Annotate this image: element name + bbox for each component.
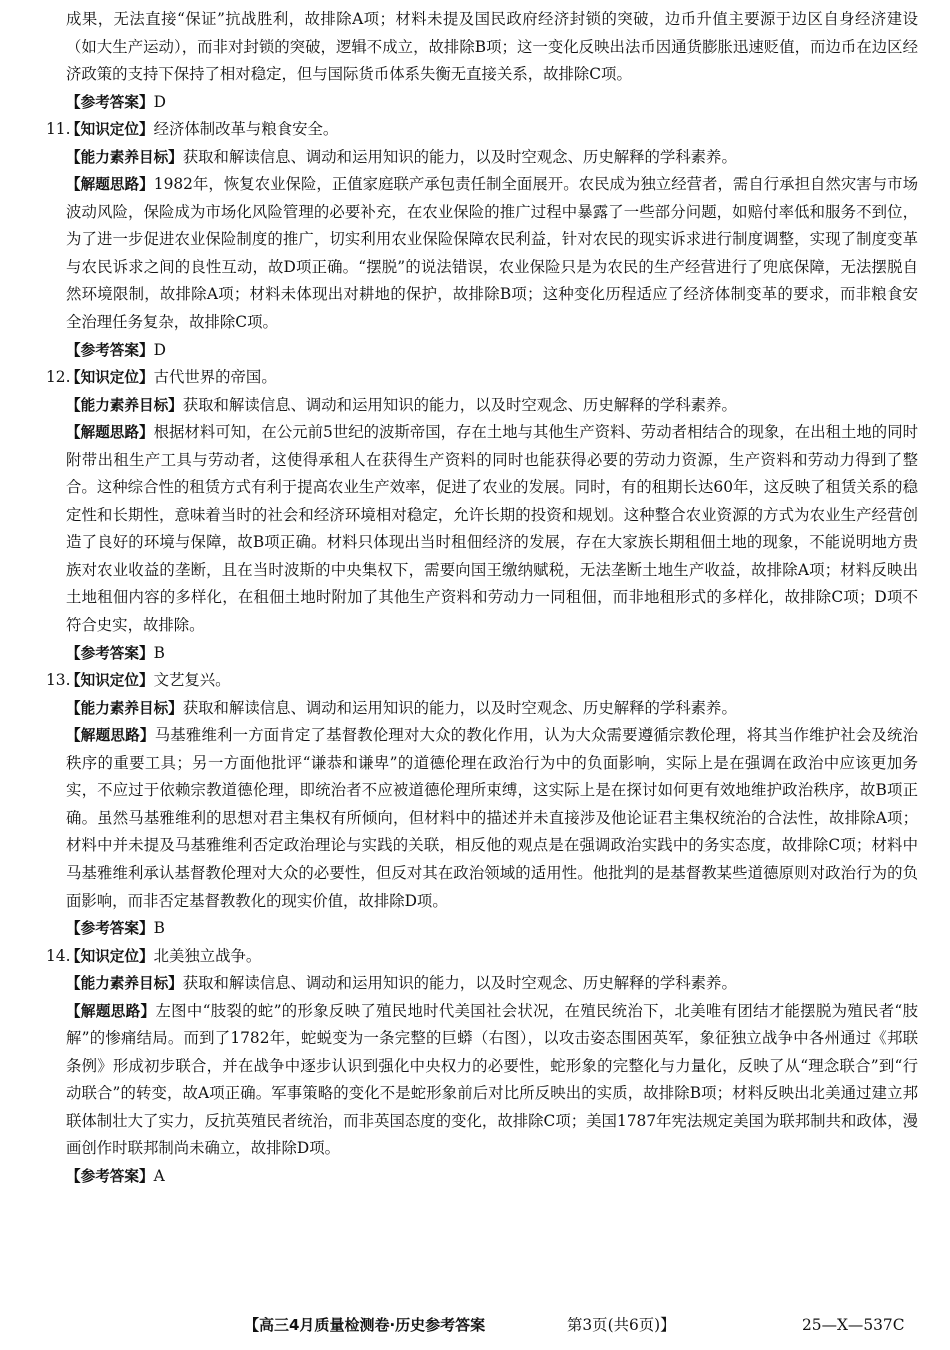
analysis-label: 【解题思路】 [66,1002,156,1020]
ability-text: 获取和解读信息、调动和运用知识的能力，以及时空观念、历史解释的学科素养。 [182,395,737,414]
ability-label: 【能力素养目标】 [66,975,183,993]
ability-text: 获取和解读信息、调动和运用知识的能力，以及时空观念、历史解释的学科素养。 [182,698,737,717]
answer-value: B [153,643,165,662]
question-number: 12. [46,368,71,387]
knowledge-text: 文艺复兴。 [153,671,231,690]
knowledge-label: 【知识定位】 [66,121,154,139]
q10-analysis-continuation [46,6,918,89]
answer-label: 【参考答案】 [66,644,154,662]
question-12 [46,364,918,667]
answer-content [46,6,918,1191]
knowledge-label: 【知识定位】 [66,369,154,387]
answer-value: D [153,340,166,359]
analysis-text: 根据材料可知，在公元前5世纪的波斯帝国，存在土地与其他生产资料、劳动者相结合的现象，在出租土地的同时附带出租生产工具与劳动者，这使得承租人在获得生产资料的同时也能获得必要的劳动力资源，生产资料和劳动力得到了整合。这种综合性的租赁方式有利于提高农业生产效率，促进了农业的发展。同时，有的租期长达60年，这反映了租赁关系的稳定性和长期性，意味着当时的社会和经济环境相对稳定，允许长期的投资和规划。这种整合农业资源的方式为农业生产经营创造了良好的环境与保障，故B项正确。材料只体现出当时租佃经济的发展，存在大家族长期租佃土地的现象，不能说明地方贵族对农业收益的垄断，且在当时波斯的中央集权下，需要向国王缴纳赋税，无法垄断土地生产收益，故排除A项；材料反映出土地租佃内容的多样化，在租佃土地时附加了其他生产资料和劳动力一同租佃，而非地租形式的多样化，故排除C项；D项不符合史实，故排除。 [66,423,918,635]
question-13 [46,667,918,942]
footer-page-number: 第3页(共6页)】 [567,1316,676,1334]
knowledge-text: 古代世界的帝国。 [153,368,277,387]
ability-label: 【能力素养目标】 [66,699,183,717]
ability-text: 获取和解读信息、调动和运用知识的能力，以及时空观念、历史解释的学科素养。 [182,974,737,993]
footer-title: 【高三4月质量检测卷·历史参考答案 [244,1316,486,1334]
analysis-label: 【解题思路】 [66,176,154,194]
knowledge-label: 【知识定位】 [66,672,154,690]
q10-analysis-text: 成果，无法直接“保证”抗战胜利，故排除A项；材料未提及国民政府经济封锁的突破，边币升值主要源于边区自身经济建设（如大生产运动），而非对封锁的突破，逻辑不成立，故排除B项；这一变化反映出法币因通货膨胀迅速贬值，而边币在边区经济政策的支持下保持了相对稳定，但与国际货币体系失衡无直接关系，故排除C项。 [66,10,918,84]
footer-code: 25—X—537C [802,1316,905,1334]
answer-value: A [153,1166,165,1185]
q10-answer [46,89,918,117]
knowledge-text: 北美独立战争。 [153,946,262,965]
question-number: 14. [46,946,71,965]
analysis-text: 马基雅维利一方面肯定了基督教伦理对大众的教化作用，认为大众需要遵循宗教伦理，将其当作维护社会及统治秩序的重要工具；另一方面他批评“谦恭和谦卑”的道德伦理在政治行为中的负面影响，实际上是在强调在政治中应该更加务实，不应过于依赖宗教道德伦理，即统治者不应被道德伦理所束缚，这实际上是在探讨如何更有效地维护政治秩序，故B项正确。虽然马基雅维利的思想对君主集权有所倾向，但材料中的描述并未直接涉及他论证君主集权统治的合法性，故排除A项；材料中并未提及马基雅维利否定政治理论与实践的关联，相反他的观点是在强调政治实践中的务实态度，故排除C项；材料中马基雅维利承认基督教伦理对大众的必要性，但反对其在政治领域的适用性。他批判的是基督教某些道德原则对政治行为的负面影响，而非否定基督教教化的现实价值，故排除D项。 [66,726,918,910]
question-number: 13. [46,671,71,690]
ability-label: 【能力素养目标】 [66,148,183,166]
analysis-label: 【解题思路】 [66,727,155,745]
ability-text: 获取和解读信息、调动和运用知识的能力，以及时空观念、历史解释的学科素养。 [182,147,737,166]
page-footer [0,1310,950,1340]
analysis-text: 1982年，恢复农业保险，正值家庭联产承包责任制全面展开。农民成为独立经营者，需自行承担自然灾害与市场波动风险，保险成为市场化风险管理的必要补充，在农业保险的推广过程中暴露了一些部分问题，如赔付率低和服务不到位，为了进一步促进农业保险制度的推广，切实利用农业保险保障农民利益，针对农民的现实诉求进行制度调整，实现了制度变革与农民诉求之间的良性互动，故D项正确。“摆脱”的说法错误，农业保险只是为农民的生产经营进行了兜底保障，无法摆脱自然环境限制，故排除A项；材料未体现出对耕地的保护，故排除B项；这种变化历程适应了经济体制变革的要求，而非粮食安全治理任务复杂，故排除C项。 [66,175,918,332]
answer-value: D [153,92,166,111]
answer-label: 【参考答案】 [66,920,154,938]
answer-value: B [153,919,165,938]
question-11 [46,116,918,364]
question-number: 11. [46,120,71,139]
answer-label: 【参考答案】 [66,93,154,111]
knowledge-text: 经济体制改革与粮食安全。 [153,120,339,139]
question-14 [46,943,918,1191]
analysis-label: 【解题思路】 [66,424,154,442]
answer-label: 【参考答案】 [66,1167,154,1185]
answer-label: 【参考答案】 [66,341,154,359]
knowledge-label: 【知识定位】 [66,947,154,965]
ability-label: 【能力素养目标】 [66,396,183,414]
analysis-text: 左图中“肢裂的蛇”的形象反映了殖民地时代美国社会状况，在殖民统治下，北美唯有团结才能摆脱为殖民者“肢解”的惨痛结局。而到了1782年，蛇蜕变为一条完整的巨蟒（右图），以攻击姿态围困英军，象征独立战争中各州通过《邦联条例》形成初步联合，并在战争中逐步认识到强化中央权力的必要性，蛇形象的完整化与力量化，反映了从“理念联合”到“行动联合”的转变，故A项正确。军事策略的变化不是蛇形象前后对比所反映出的实质，故排除B项；材料反映出北美通过建立邦联体制壮大了实力，反抗英殖民者统治，而非英国态度的变化，故排除C项；美国1787年宪法规定美国为联邦制共和政体，漫画创作时联邦制尚未确立，故排除D项。 [66,1001,918,1158]
